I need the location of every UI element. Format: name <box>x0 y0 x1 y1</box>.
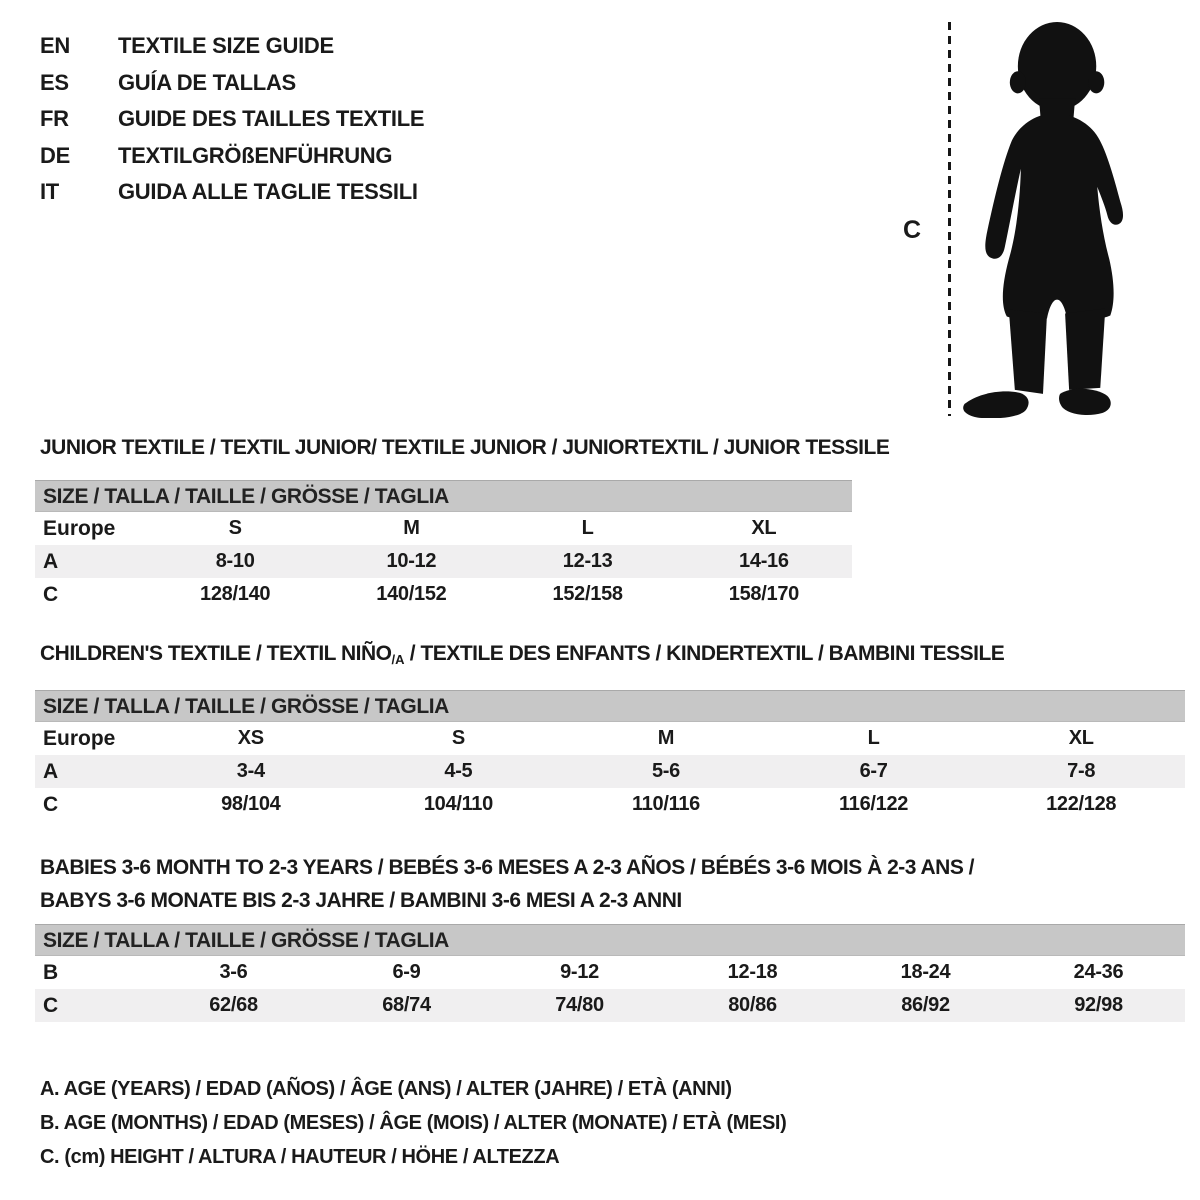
guide-title-fr: GUIDE DES TAILLES TEXTILE <box>118 106 425 131</box>
measure-legend <box>40 1072 786 1174</box>
height-cell: 152/158 <box>552 583 623 605</box>
language-row-de <box>40 138 424 175</box>
height-cell: 110/116 <box>631 793 700 815</box>
height-cell: 86/92 <box>901 994 950 1016</box>
language-code: FR <box>40 106 69 131</box>
language-title-list <box>40 28 424 211</box>
height-cell: 80/86 <box>728 994 777 1016</box>
row-label: C <box>43 994 59 1017</box>
months-cell: 9-12 <box>560 961 599 983</box>
months-cell: 3-6 <box>219 961 248 983</box>
table-row-height <box>35 989 1185 1022</box>
table-row-europe <box>35 512 852 545</box>
children-size-table <box>35 690 1185 821</box>
months-cell: 6-9 <box>392 961 421 983</box>
junior-section-title: JUNIOR TEXTILE / TEXTIL JUNIOR/ TEXTILE JUNIOR / JUNIORTEXTIL / JUNIOR TESSILE <box>40 436 890 459</box>
guide-title-de: TEXTILGRÖßENFÜHRUNG <box>118 142 393 168</box>
toddler-silhouette-icon <box>956 20 1138 418</box>
row-label: C <box>43 793 59 816</box>
row-label: B <box>43 961 59 984</box>
height-cell: 122/128 <box>1046 793 1117 815</box>
months-cell: 24-36 <box>1073 961 1124 983</box>
height-cell: 128/140 <box>200 583 271 605</box>
legend-line-c: C. (cm) HEIGHT / ALTURA / HAUTEUR / HÖHE / ALTEZZA <box>40 1146 560 1168</box>
height-cell: 116/122 <box>839 793 909 815</box>
babies-title-line1: BABIES 3-6 MONTH TO 2-3 YEARS / BEBÉS 3-6 MESES A 2-3 AÑOS / BÉBÉS 3-6 MOIS À 2-3 ANS / <box>40 856 975 879</box>
row-label: Europe <box>43 727 116 750</box>
guide-title-en: TEXTILE SIZE GUIDE <box>118 33 334 58</box>
guide-title-it: GUIDA ALLE TAGLIE TESSILI <box>118 179 418 204</box>
table-row-months <box>35 956 1185 989</box>
size-cell: L <box>581 517 594 539</box>
language-code: DE <box>40 142 70 168</box>
babies-title-line2: BABYS 3-6 MONATE BIS 2-3 JAHRE / BAMBINI 3-6 MESI A 2-3 ANNI <box>40 889 682 912</box>
age-cell: 5-6 <box>651 760 680 782</box>
months-cell: 12-18 <box>727 961 778 983</box>
age-cell: 7-8 <box>1067 760 1096 782</box>
age-cell: 14-16 <box>739 550 789 572</box>
language-row-it <box>40 174 424 211</box>
legend-line-b: B. AGE (MONTHS) / EDAD (MESES) / ÂGE (MOIS) / ALTER (MONATE) / ETÀ (MESI) <box>40 1112 787 1134</box>
language-row-en <box>40 28 424 65</box>
height-cell: 104/110 <box>423 793 493 815</box>
height-cell: 98/104 <box>221 793 281 815</box>
height-cell: 74/80 <box>555 994 604 1016</box>
size-header-bar: SIZE / TALLA / TAILLE / GRÖSSE / TAGLIA <box>35 690 1185 722</box>
size-cell: XL <box>1068 727 1094 749</box>
size-cell: L <box>867 727 880 749</box>
age-cell: 12-13 <box>562 550 613 572</box>
language-code: ES <box>40 69 69 95</box>
age-cell: 6-7 <box>859 760 888 782</box>
language-row-es <box>40 65 424 102</box>
children-title-text: CHILDREN'S TEXTILE / TEXTIL NIÑO <box>40 642 392 665</box>
height-cell: 92/98 <box>1074 994 1123 1016</box>
children-title-subscript: /A <box>391 652 405 667</box>
months-cell: 18-24 <box>900 961 951 983</box>
height-cell: 158/170 <box>728 583 799 605</box>
height-cell: 140/152 <box>376 583 447 605</box>
language-code: IT <box>40 179 59 204</box>
age-cell: 3-4 <box>236 760 265 782</box>
table-row-europe <box>35 722 1185 755</box>
size-cell: M <box>403 517 420 539</box>
babies-size-table <box>35 924 1185 1022</box>
height-cell: 68/74 <box>382 994 431 1016</box>
junior-size-table <box>35 480 852 611</box>
age-cell: 4-5 <box>444 760 473 782</box>
children-section-title <box>40 642 1004 667</box>
size-cell: M <box>657 727 675 749</box>
table-row-height <box>35 578 852 611</box>
guide-title-es: GUÍA DE TALLAS <box>118 69 296 95</box>
language-code: EN <box>40 33 70 58</box>
table-row-age <box>35 755 1185 788</box>
table-row-height <box>35 788 1185 821</box>
row-label: A <box>43 550 59 573</box>
children-title-text: / TEXTILE DES ENFANTS / KINDERTEXTIL / BAMBINI TESSILE <box>404 642 1005 665</box>
height-measure-dashed-line <box>948 22 951 416</box>
height-measure-label: C <box>903 216 922 244</box>
size-header-bar: SIZE / TALLA / TAILLE / GRÖSSE / TAGLIA <box>35 480 852 512</box>
size-cell: S <box>228 517 242 539</box>
legend-line-a: A. AGE (YEARS) / EDAD (AÑOS) / ÂGE (ANS) / ALTER (JAHRE) / ETÀ (ANNI) <box>40 1078 732 1100</box>
size-cell: XL <box>751 517 777 539</box>
age-cell: 8-10 <box>215 550 255 572</box>
row-label: C <box>43 583 59 606</box>
size-cell: S <box>451 727 465 749</box>
table-row-age <box>35 545 852 578</box>
age-cell: 10-12 <box>386 550 437 572</box>
size-header-bar: SIZE / TALLA / TAILLE / GRÖSSE / TAGLIA <box>35 924 1185 956</box>
size-cell: XS <box>237 727 264 749</box>
language-row-fr <box>40 101 424 138</box>
height-cell: 62/68 <box>209 994 258 1016</box>
row-label: A <box>43 760 59 783</box>
row-label: Europe <box>43 517 116 540</box>
babies-section-title <box>40 851 974 917</box>
